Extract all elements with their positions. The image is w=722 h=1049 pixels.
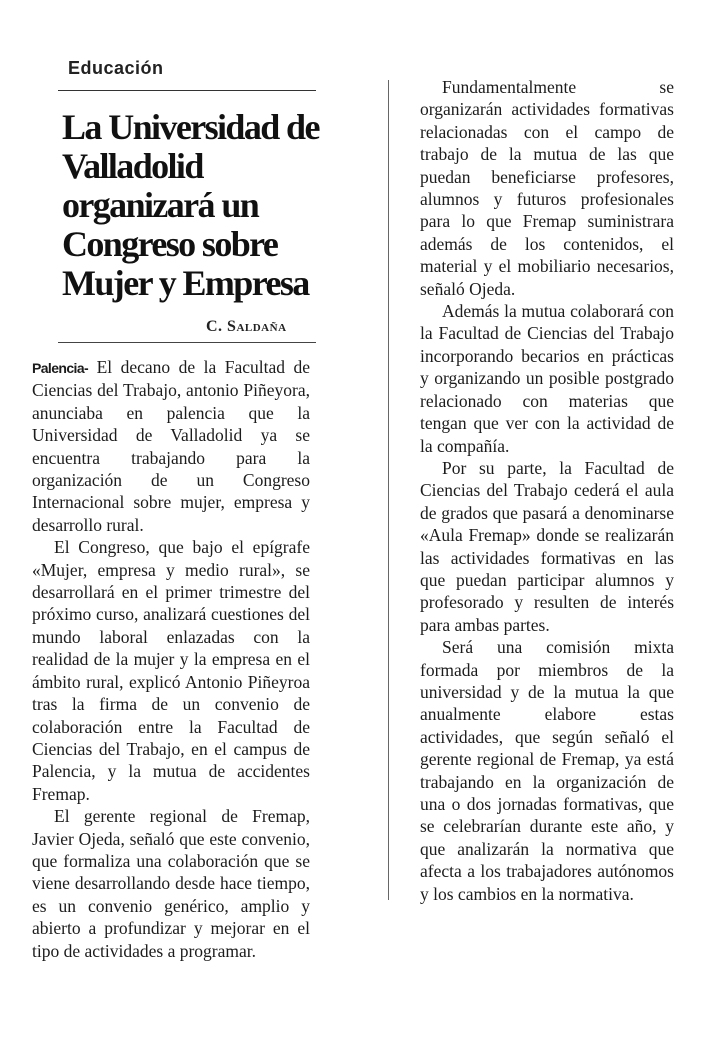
- byline: C. Saldaña: [206, 318, 287, 335]
- paragraph: [32, 356, 310, 536]
- left-column: [32, 356, 310, 962]
- byline-rule: [58, 342, 316, 343]
- right-column: [420, 76, 674, 905]
- section-rule: [58, 90, 316, 91]
- column-divider: [388, 80, 389, 900]
- paragraph: Por su parte, la Facultad de Ciencias del Trabajo cederá el aula de grados que pasará a denominarse «Aula Fremap» donde se realizarán las actividades formativas en las que puedan participar alumnos y profesorado y resulten de interés para ambas partes.: [420, 457, 674, 635]
- paragraph: Será una comisión mixta formada por miembros de la universidad y de la mutua la que anualmente elabore estas actividades, que según señaló el gerente regional de Fremap, ya está trabajando en la organización de una o dos jornadas formativas, que se celebrarían durante este año, y que analizarán la normativa que afecta a los trabajadores autónomos y los cambios en la normativa.: [420, 637, 674, 904]
- paragraph: Además la mutua colaborará con la Facultad de Ciencias del Trabajo incorporando becarios en prácticas y organizando un posible postgrado relacionado con materias que tengan que ver con la actividad de la compañía.: [420, 301, 674, 456]
- section-label: Educación: [68, 58, 164, 78]
- dateline: Palencia-: [32, 360, 89, 376]
- paragraph: El gerente regional de Fremap, Javier Ojeda, señaló que este convenio, que formaliza una colaboración que se viene desarrollando desde hace tiempo, es un convenio genérico, amplio y abierto a profundizar y mejorar en el tipo de actividades a programar.: [32, 806, 310, 961]
- paragraph: El Congreso, que bajo el epígrafe «Mujer, empresa y medio rural», se desarrollará en el primer trimestre del próximo curso, analizará cuestiones del mundo laboral enlazadas con la realidad de la mujer y la empresa en el ámbito rural, explicó Antonio Piñeyroa tras la firma de un convenio de colaboración entre la Facultad de Ciencias del Trabajo, en el campus de Palencia, y la mutua de accidentes Fremap.: [32, 537, 310, 804]
- article-headline: La Universidad de Valladolid organizará un Congreso sobre Mujer y Empresa: [62, 107, 319, 303]
- paragraph: Fundamentalmente se organizarán actividades formativas relacionadas con el campo de trabajo de la mutua de las que puedan beneficiarse profesores, alumnos y futuros profesionales para lo que Fremap suministrara además de los contenidos, el material y el mobiliario necesarios, señaló Ojeda.: [420, 77, 674, 299]
- paragraph-text: El decano de la Facultad de Ciencias del Trabajo, antonio Piñeyora, anunciaba en palencia que la Universidad de Valladolid ya se encuentra trabajando para la organización de un Congreso Internacional sobre mujer, empresa y desarrollo rural.: [32, 357, 310, 535]
